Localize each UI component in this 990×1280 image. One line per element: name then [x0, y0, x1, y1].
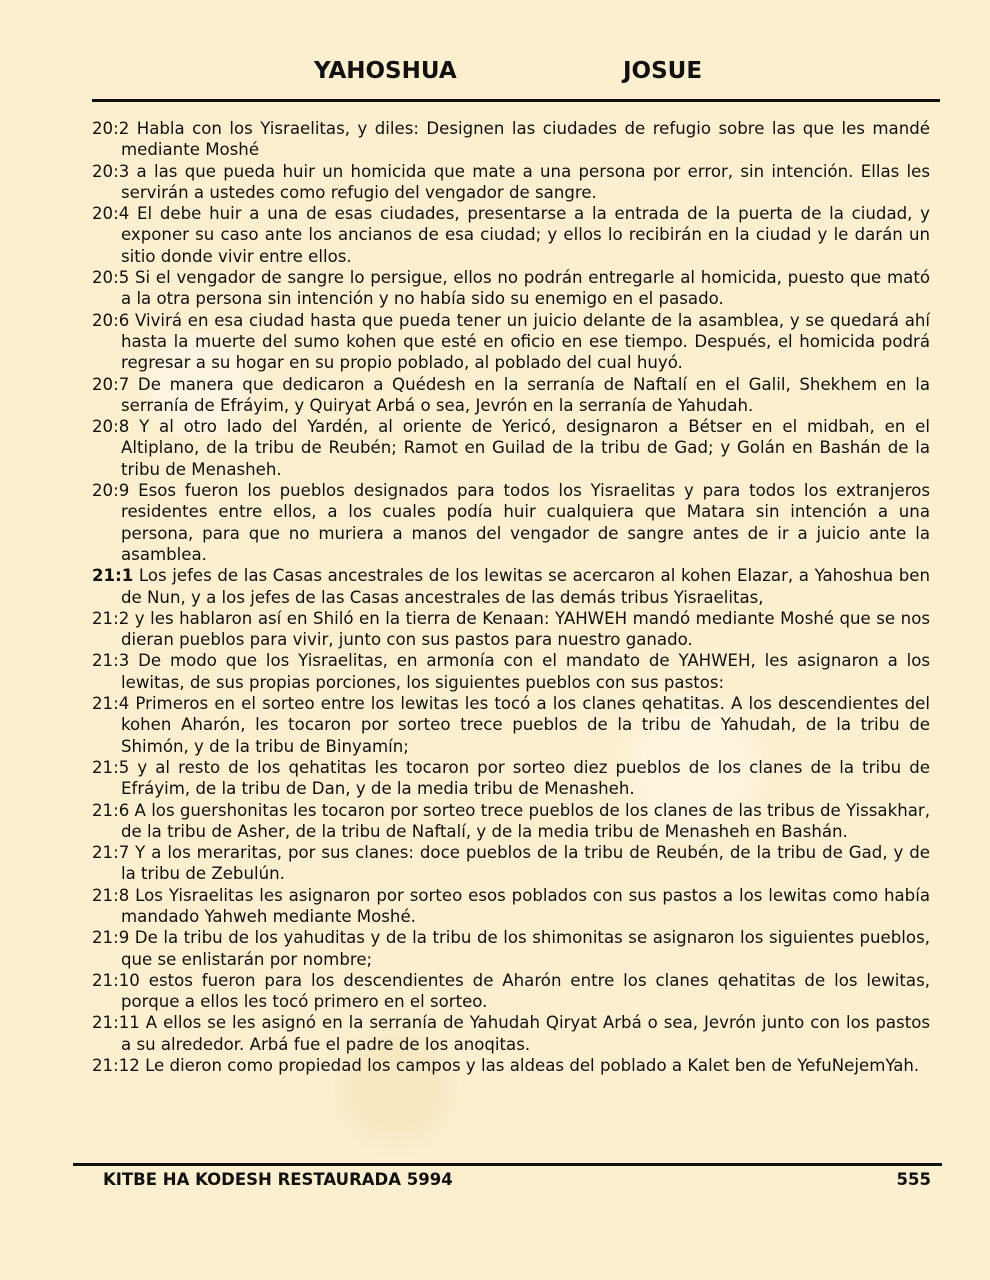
verse-ref: 21:7: [92, 843, 130, 863]
verse-text: Y al otro lado del Yardén, al oriente de Yericó, designaron a Bétser en el midbah, en el Altiplano, de la tribu de Reubén; Ramot en Guilad de la tribu de Gad; y Golán en Bashán de la tribu de Menasheh.: [121, 417, 930, 479]
verse: [92, 310, 930, 374]
verse-text: Los jefes de las Casas ancestrales de los lewitas se acercaron al kohen Elazar, a Yahoshua ben de Nun, y a los jefes de las Casas ancestrales de las demás tribus Yisraelitas,: [121, 566, 930, 607]
verse: [92, 608, 930, 651]
verse: [92, 927, 930, 970]
verse: [92, 565, 930, 608]
verse-ref: 20:6: [92, 310, 130, 330]
verse-text: Habla con los Yisraelitas, y diles: Designen las ciudades de refugio sobre las que les mandé mediante Moshé: [121, 119, 930, 160]
verse-list: [92, 118, 930, 1076]
verse-ref: 20:7: [92, 374, 130, 394]
verse-ref: 21:10: [92, 970, 140, 990]
verse-text: Y a los meraritas, por sus clanes: doce pueblos de la tribu de Reubén, de la tribu de Gad, y de la tribu de Zebulún.: [121, 843, 930, 884]
header-book-spanish: JOSUE: [623, 58, 703, 84]
verse-ref: 20:9: [92, 481, 130, 501]
verse-ref: 20:4: [92, 204, 130, 224]
verse-text: y les hablaron así en Shiló en la tierra de Kenaan: YAHWEH mandó mediante Moshé que se nos dieran pueblos para vivir, junto con sus pastos para nuestro ganado.: [121, 608, 930, 650]
verse-text: De manera que dedicaron a Quédesh en la serranía de Naftalí en el Galil, Shekhem en la serranía de Efráyim, y Quiryat Arbá o sea, Jevrón en la serranía de Yahudah.: [121, 374, 930, 415]
verse-text: Vivirá en esa ciudad hasta que pueda tener un juicio delante de la asamblea, y se quedará ahí hasta la muerte del sumo kohen que esté en oficio en ese tiempo. Después, el homicida podrá regresar a su hogar en su propio poblado, al poblado del cual huyó.: [121, 310, 930, 373]
verse: [92, 650, 930, 693]
verse-text: Le dieron como propiedad los campos y las aldeas del poblado a Kalet ben de YefuNejemYah.: [139, 1056, 920, 1076]
footer-title: KITBE HA KODESH RESTAURADA 5994: [103, 1170, 453, 1189]
verse: [92, 885, 930, 928]
verse: [92, 693, 930, 757]
verse-ref: 21:11: [92, 1013, 140, 1033]
verse: [92, 374, 930, 417]
verse-text: Los Yisraelitas les asignaron por sorteo esos poblados con sus pastos a los lewitas como había mandado Yahweh mediante Moshé.: [121, 885, 930, 926]
page-number: 555: [896, 1170, 931, 1189]
footer-rule: [73, 1163, 942, 1166]
verse-ref: 21:4: [92, 694, 130, 714]
verse-ref: 20:8: [92, 417, 130, 437]
verse-text: De modo que los Yisraelitas, en armonía con el mandato de YAHWEH, les asignaron a los lewitas, de sus propias porciones, los siguientes pueblos con sus pastos:: [121, 651, 930, 692]
verse-text: Primeros en el sorteo entre los lewitas les tocó a los clanes qehatitas. A los descendientes del kohen Aharón, les tocaron por sorteo trece pueblos de la tribu de Yahudah, de la tribu de Shimón, y de la tribu de Binyamín;: [121, 694, 930, 756]
verse-ref: 21:8: [92, 885, 130, 905]
verse: [92, 161, 930, 204]
verse-ref: 21:9: [92, 928, 130, 948]
verse: [92, 1055, 930, 1076]
verse-text: A los guershonitas les tocaron por sorteo trece pueblos de los clanes de las tribus de Yissakhar, de la tribu de Asher, de la tribu de Naftalí, y de la media tribu de Menasheh en Bashán.: [121, 800, 930, 841]
verse-text: De la tribu de los yahuditas y de la tribu de los shimonitas se asignaron los siguientes pueblos, que se enlistarán por nombre;: [121, 928, 930, 969]
verse: [92, 118, 930, 161]
verse-ref: 21:6: [92, 800, 130, 820]
verse-text: estos fueron para los descendientes de Aharón entre los clanes qehatitas de los lewitas, porque a ellos les tocó primero en el sorteo.: [121, 970, 930, 1012]
verse: [92, 1012, 930, 1055]
verse-ref: 21:3: [92, 651, 130, 671]
verse-text: a las que pueda huir un homicida que mate a una persona por error, sin intención. Ellas les servirán a ustedes como refugio del vengador de sangre.: [121, 161, 930, 202]
verse: [92, 800, 930, 843]
verse-ref: 21:5: [92, 757, 130, 777]
verse-ref: 20:5: [92, 268, 130, 288]
page-header: [0, 58, 990, 92]
verse: [92, 416, 930, 480]
verse-text: Esos fueron los pueblos designados para todos los Yisraelitas y para todos los extranjeros residentes entre ellos, a los cuales podía huir cualquiera que Matara sin intención a una persona, para que no muriera a manos del vengador de sangre antes de ir a juicio ante la asamblea.: [121, 481, 930, 564]
verse-text: y al resto de los qehatitas les tocaron por sorteo diez pueblos de los clanes de la tribu de Efráyim, de la tribu de Dan, y de la media tribu de Menasheh.: [121, 757, 930, 799]
page-footer: [103, 1170, 931, 1194]
verse: [92, 757, 930, 800]
verse-ref: 21:1: [92, 566, 134, 586]
verse-ref: 21:2: [92, 608, 130, 628]
verse-ref: 21:12: [92, 1056, 140, 1076]
header-book-hebrew: YAHOSHUA: [314, 58, 457, 84]
verse-ref: 20:2: [92, 119, 130, 138]
verse-text: Si el vengador de sangre lo persigue, ellos no podrán entregarle al homicida, puesto que mató a la otra persona sin intención y no había sido su enemigo en el pasado.: [121, 268, 930, 309]
verse: [92, 970, 930, 1013]
verse-ref: 20:3: [92, 161, 130, 181]
header-rule: [92, 99, 940, 102]
verse: [92, 203, 930, 267]
verse: [92, 842, 930, 885]
verse: [92, 480, 930, 565]
verse-text: A ellos se les asignó en la serranía de Yahudah Qiryat Arbá o sea, Jevrón junto con los pastos a su alrededor. Arbá fue el padre de los anoqitas.: [121, 1013, 930, 1054]
verse-text: El debe huir a una de esas ciudades, presentarse a la entrada de la puerta de la ciudad, y exponer su caso ante los ancianos de esa ciudad; y ellos lo recibirán en la ciudad y le darán un sitio donde vivir entre ellos.: [121, 204, 930, 266]
verse: [92, 267, 930, 310]
